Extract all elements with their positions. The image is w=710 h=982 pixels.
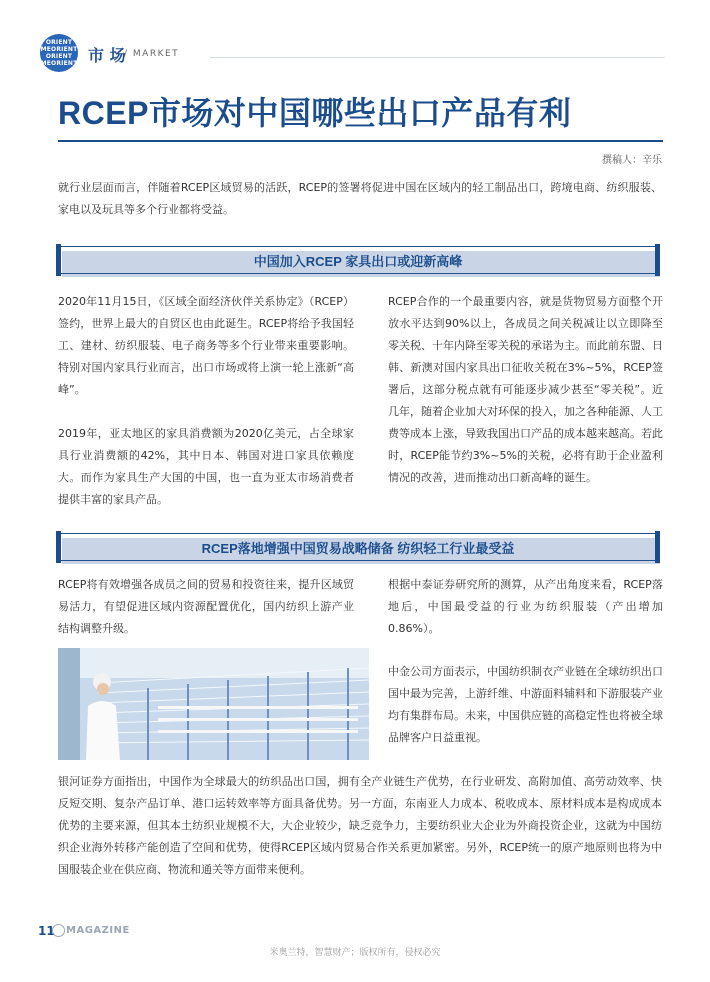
paragraph: RCEP将有效增强各成员之间的贸易和投资往来，提升区域贸易活力，有望促进区域内资源配置优化，国内纺织上游产业结构调整升级。 [58,578,354,635]
paragraph: 银河证券方面指出，中国作为全球最大的纺织品出口国，拥有全产业链生产优势，在行业研发、高附加值、高劳动效率、快反短交期、复杂产品订单、港口运转效率等方面具备优势。另一方面，东南亚人力成本、税收成本、原材料成本是构成成本优势的主要来源，但其本土纺织业规模不大，大企业较少，缺乏竞争力，主要纺织业大企业为外商投资企业，这就为中国纺织企业海外转移产能创造了空间和优势，使得RCEP区域内贸易合作关系更加紧密。另外，RCEP统一的原产地原则也将为中国服装企业在供应商、物流和通关等方面带来便利。 [58,775,662,876]
magazine-logo [40,34,78,72]
paragraph: 2020年11月15日，《区域全面经济伙伴关系协定》（RCEP）签约，世界上最大的自贸区也由此诞生。RCEP将给予我国轻工、建材、纺织服装、电子商务等多个行业带来重要影响。特别对国内家具行业而言，出口市场或将上演一轮上涨新“高峰”。 [58,295,354,396]
section-tag-english: / MARKET [124,49,180,59]
copyright-note: 米奥兰特，智慧财产；版权所有，侵权必究 [269,948,441,958]
page-number: 11 [38,924,55,938]
magazine-wordmark: MAGAZINE [66,925,130,936]
section-heading-text: RCEP落地增强中国贸易战略储备 纺织轻工行业最受益 [201,540,515,556]
textile-factory-photo [58,648,369,760]
logo-line: MEORIENT [40,60,78,67]
header-divider [210,57,665,58]
section-tag: 市 场 [88,46,126,65]
title-divider [58,140,663,142]
paragraph: 根据中泰证券研究所的测算，从产出角度来看，RCEP落地后，中国最受益的行业为纺织服装（产出增加0.86%）。 [388,578,663,635]
intro-paragraph: 就行业层面而言，伴随着RCEP区域贸易的活跃，RCEP的签署将促进中国在区域内的轻工制品出口，跨境电商、纺织服装、家电以及玩具等多个行业都将受益。 [58,181,662,216]
logo-line: ORIENT [45,39,73,46]
author-credit: 撰稿人：辛乐 [602,155,662,166]
logo-line: ORIENT [45,53,73,60]
textile-factory-illustration [58,648,369,760]
section-heading-text: 中国加入RCEP 家具出口或迎新高峰 [253,253,463,269]
paragraph: 中金公司方面表示，中国纺织制衣产业链在全球纺织出口国中最为完善，上游纤维、中游面料辅料和下游服装产业均有集群布局。未来，中国供应链的高稳定性也将被全球品牌客户日益重视。 [388,665,663,744]
section-heading-furniture [58,246,658,274]
section-heading-textile [58,533,658,561]
page-title: RCEP市场对中国哪些出口产品有利 [58,95,572,131]
globe-icon [52,924,65,937]
paragraph: 2019年，亚太地区的家具消费额为2020亿美元，占全球家具行业消费额的42%，其中日本、韩国对进口家具依赖度大。而作为家具生产大国的中国，也一直为亚太市场消费者提供丰富的家具产品。 [58,427,354,506]
paragraph: RCEP合作的一个最重要内容，就是货物贸易方面整个开放水平达到90%以上，各成员之间关税减让以立即降至零关税、十年内降至零关税的承诺为主。而此前东盟、日韩、新澳对国内家具出口征收关税在3%~5%，RCEP签署后，这部分税点就有可能逐步减少甚至“零关税”。近几年，随着企业加大对环保的投入，加之各种能源、人工费等成本上涨，导致我国出口产品的成本越来越高。若此时，RCEP能节约3%~5%的关税，必将有助于企业盈利情况的改善，进而推动出口新高峰的诞生。 [388,295,663,484]
logo-line: MEORIENT [40,46,78,53]
